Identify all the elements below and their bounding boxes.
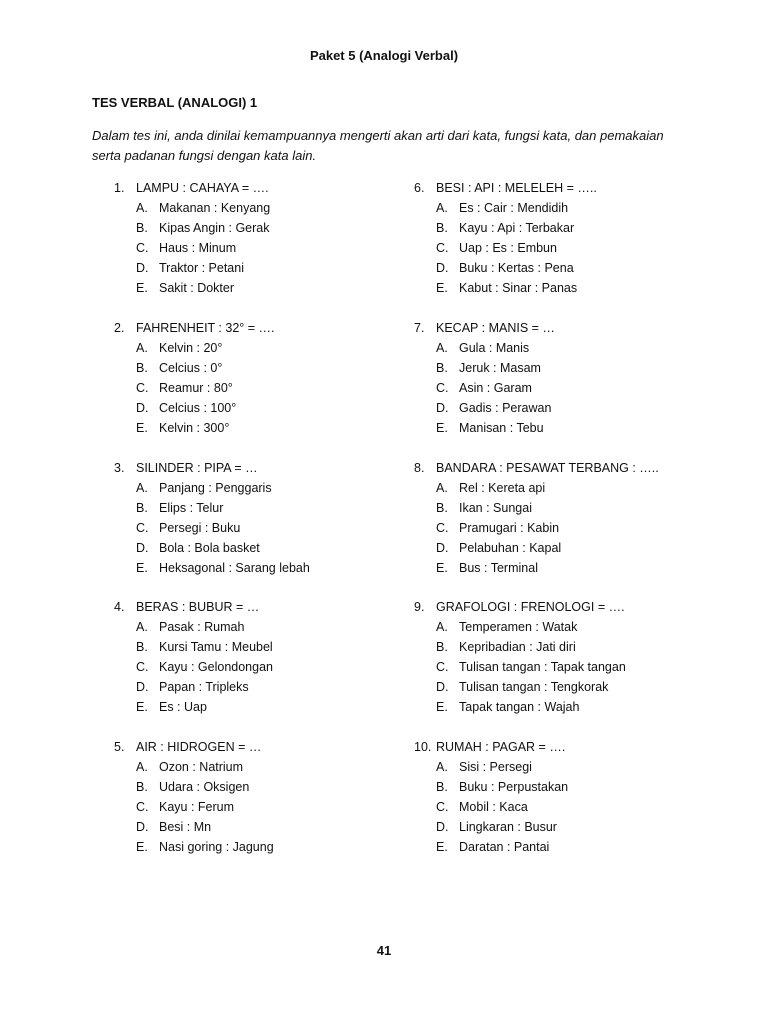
option-e: E. Manisan : Tebu bbox=[436, 421, 544, 435]
option-b: B. Buku : Perpustakan bbox=[436, 780, 569, 794]
option-c: C. Haus : Minum bbox=[136, 241, 237, 255]
question-2 bbox=[114, 318, 275, 438]
option-d: D. Tulisan tangan : Tengkorak bbox=[436, 680, 609, 694]
option-c: C. Persegi : Buku bbox=[136, 521, 241, 535]
option-b: B. Kayu : Api : Terbakar bbox=[436, 221, 575, 235]
question-4 bbox=[114, 597, 273, 717]
option-a: A. Temperamen : Watak bbox=[436, 620, 578, 634]
question-stem: SILINDER : PIPA = … bbox=[136, 461, 258, 475]
option-b: B. Ikan : Sungai bbox=[436, 501, 532, 515]
option-a: A. Sisi : Persegi bbox=[436, 760, 532, 774]
option-d: D. Bola : Bola basket bbox=[136, 541, 260, 555]
question-number: 5. bbox=[114, 740, 125, 754]
option-d: D. Lingkaran : Busur bbox=[436, 820, 557, 834]
option-e: E. Kelvin : 300° bbox=[136, 421, 230, 435]
option-e: E. Sakit : Dokter bbox=[136, 281, 235, 295]
option-c: C. Pramugari : Kabin bbox=[436, 521, 560, 535]
option-c: C. Uap : Es : Embun bbox=[436, 241, 557, 255]
question-number: 9. bbox=[414, 600, 425, 614]
instructions-paragraph: Dalam tes ini, anda dinilai kemampuannya mengerti akan arti dari kata, fungsi kata, dan pemakaian serta padanan fungsi dengan kata lain. bbox=[92, 128, 664, 163]
option-d: D. Gadis : Perawan bbox=[436, 401, 552, 415]
option-b: B. Elips : Telur bbox=[136, 501, 224, 515]
option-b: B. Udara : Oksigen bbox=[136, 780, 250, 794]
option-a: A. Pasak : Rumah bbox=[136, 620, 245, 634]
option-e: E. Bus : Terminal bbox=[436, 561, 538, 575]
section-title: TES VERBAL (ANALOGI) 1 bbox=[92, 95, 258, 110]
option-a: A. Rel : Kereta api bbox=[436, 481, 546, 495]
option-d: D. Buku : Kertas : Pena bbox=[436, 261, 574, 275]
option-a: A. Makanan : Kenyang bbox=[136, 201, 271, 215]
question-stem: LAMPU : CAHAYA = …. bbox=[136, 181, 269, 195]
question-number: 10. bbox=[414, 740, 432, 754]
option-b: B. Celcius : 0° bbox=[136, 361, 223, 375]
option-d: D. Traktor : Petani bbox=[136, 261, 244, 275]
question-stem: AIR : HIDROGEN = … bbox=[136, 740, 262, 754]
option-c: C. Tulisan tangan : Tapak tangan bbox=[436, 660, 626, 674]
option-d: D. Celcius : 100° bbox=[136, 401, 237, 415]
question-8 bbox=[414, 458, 659, 578]
question-number: 2. bbox=[114, 321, 125, 335]
question-stem: GRAFOLOGI : FRENOLOGI = …. bbox=[436, 600, 625, 614]
question-3 bbox=[114, 458, 310, 578]
question-number: 8. bbox=[414, 461, 425, 475]
option-d: D. Besi : Mn bbox=[136, 820, 212, 834]
option-a: A. Kelvin : 20° bbox=[136, 341, 223, 355]
option-b: B. Kursi Tamu : Meubel bbox=[136, 640, 273, 654]
option-c: C. Asin : Garam bbox=[436, 381, 532, 395]
question-10 bbox=[414, 737, 568, 857]
question-1 bbox=[114, 178, 270, 298]
question-stem: FAHRENHEIT : 32° = …. bbox=[136, 321, 275, 335]
option-d: D. Papan : Tripleks bbox=[136, 680, 249, 694]
option-a: A. Es : Cair : Mendidih bbox=[436, 201, 569, 215]
question-number: 4. bbox=[114, 600, 125, 614]
page-title: Paket 5 (Analogi Verbal) bbox=[309, 48, 459, 63]
question-number: 6. bbox=[414, 181, 425, 195]
option-e: E. Es : Uap bbox=[136, 700, 207, 714]
option-c: C. Kayu : Gelondongan bbox=[136, 660, 273, 674]
question-6 bbox=[414, 178, 597, 298]
question-number: 1. bbox=[114, 181, 125, 195]
page-number: 41 bbox=[376, 943, 392, 958]
option-e: E. Nasi goring : Jagung bbox=[136, 840, 274, 854]
question-stem: RUMAH : PAGAR = …. bbox=[436, 740, 566, 754]
option-c: C. Kayu : Ferum bbox=[136, 800, 235, 814]
option-b: B. Jeruk : Masam bbox=[436, 361, 541, 375]
option-a: A. Panjang : Penggaris bbox=[136, 481, 272, 495]
option-e: E. Daratan : Pantai bbox=[436, 840, 550, 854]
question-stem: BANDARA : PESAWAT TERBANG : ….. bbox=[436, 461, 659, 475]
question-stem: KECAP : MANIS = … bbox=[436, 321, 555, 335]
option-a: A. Ozon : Natrium bbox=[136, 760, 244, 774]
question-7 bbox=[414, 318, 555, 438]
option-a: A. Gula : Manis bbox=[436, 341, 530, 355]
option-b: B. Kepribadian : Jati diri bbox=[436, 640, 576, 654]
option-e: E. Kabut : Sinar : Panas bbox=[436, 281, 578, 295]
question-9 bbox=[414, 597, 626, 717]
option-d: D. Pelabuhan : Kapal bbox=[436, 541, 562, 555]
option-b: B. Kipas Angin : Gerak bbox=[136, 221, 270, 235]
question-number: 7. bbox=[414, 321, 425, 335]
option-c: C. Mobil : Kaca bbox=[436, 800, 528, 814]
question-stem: BERAS : BUBUR = … bbox=[136, 600, 260, 614]
question-5 bbox=[114, 737, 274, 857]
option-c: C. Reamur : 80° bbox=[136, 381, 233, 395]
option-e: E. Tapak tangan : Wajah bbox=[436, 700, 580, 714]
option-e: E. Heksagonal : Sarang lebah bbox=[136, 561, 310, 575]
question-number: 3. bbox=[114, 461, 125, 475]
question-stem: BESI : API : MELELEH = ….. bbox=[436, 181, 597, 195]
